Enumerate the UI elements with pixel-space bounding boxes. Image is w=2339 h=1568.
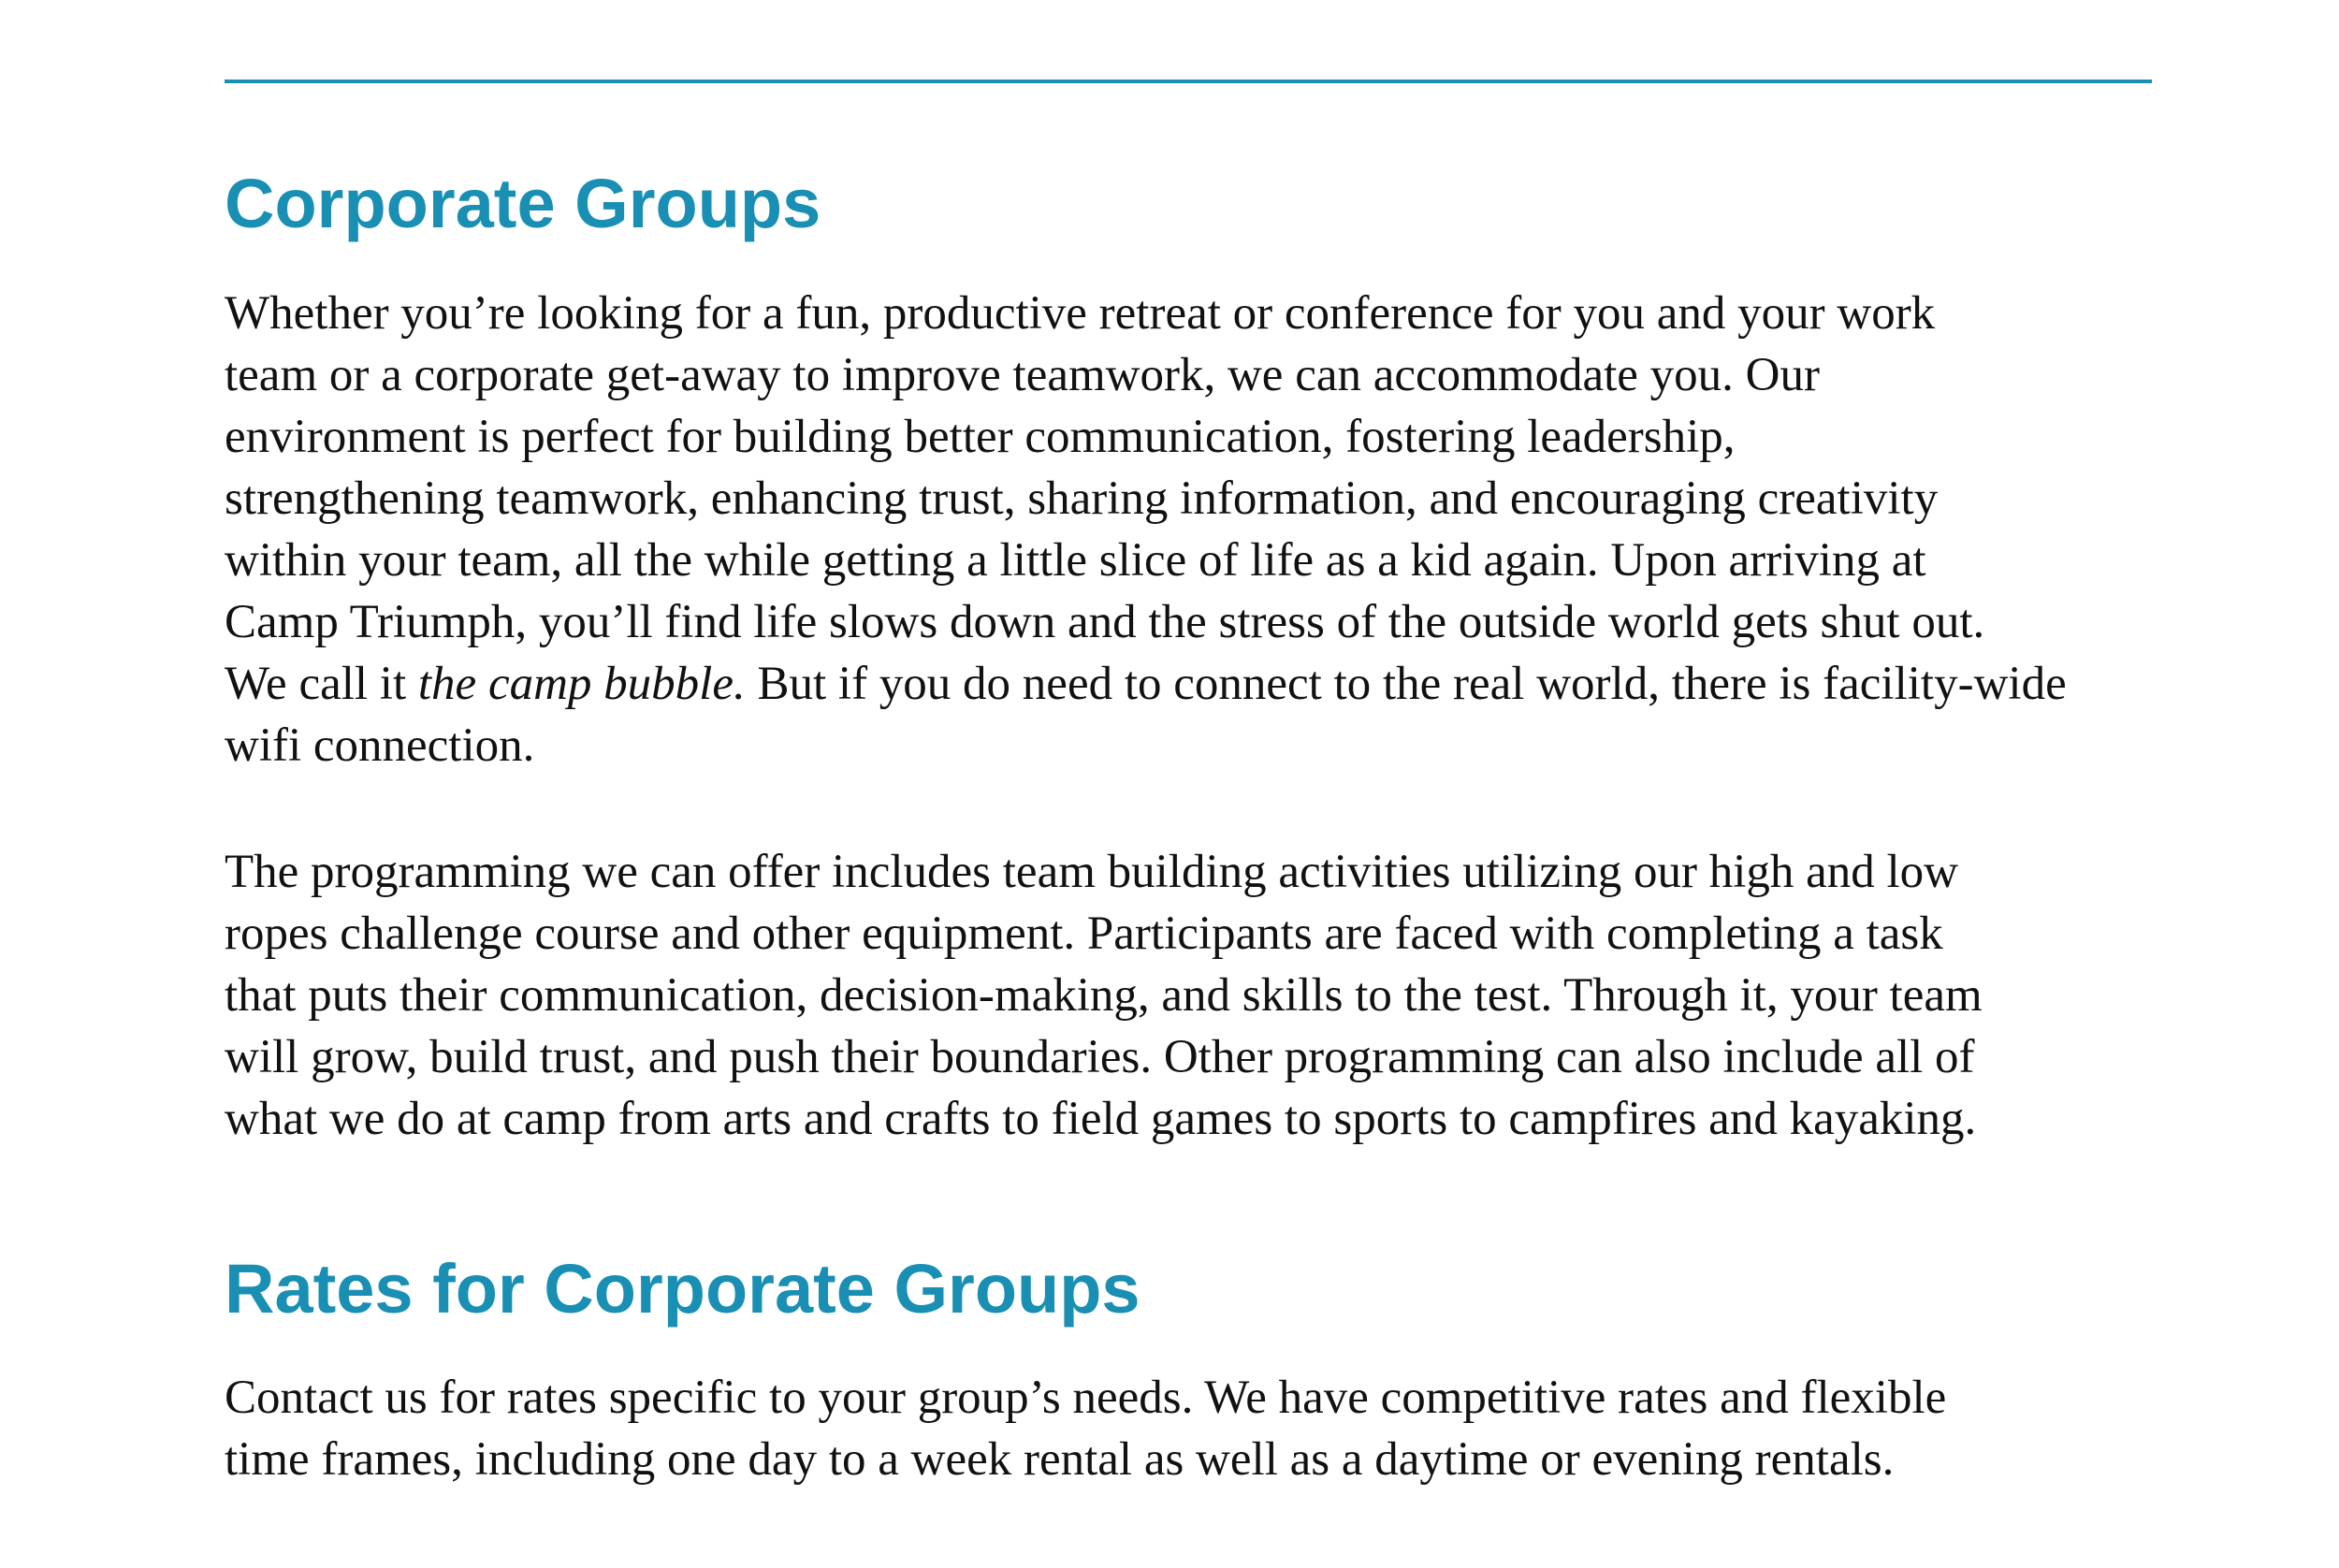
- text-line: Contact us for rates specific to your group’s needs. We have competitive rates and flexible: [225, 1372, 1947, 1424]
- text-line: Camp Triumph, you’ll find life slows down and the stress of the outside world gets shut out.: [225, 596, 1985, 648]
- paragraph-intro: [225, 283, 2171, 777]
- text-line: ropes challenge course and other equipment. Participants are faced with completing a task: [225, 907, 1943, 960]
- text-line: that puts their communication, decision-making, and skills to the test. Through it, your team: [225, 969, 1983, 1022]
- top-divider-rule: [225, 80, 2152, 83]
- italic-phrase-camp-bubble: the camp bubble.: [417, 658, 746, 710]
- text-line: strengthening teamwork, enhancing trust, sharing information, and encouraging creativity: [225, 472, 1939, 525]
- text-line: The programming we can offer includes team building activities utilizing our high and low: [225, 846, 1959, 898]
- heading-corporate-groups: Corporate Groups: [225, 165, 821, 242]
- heading-rates-corporate-groups: Rates for Corporate Groups: [225, 1250, 1140, 1328]
- text-line: wifi connection.: [225, 719, 535, 772]
- text-run: We call it: [225, 658, 418, 710]
- text-run: But if you do need to connect to the real world, there is facility-wide: [745, 658, 2067, 710]
- text-line: environment is perfect for building better communication, fostering leadership,: [225, 411, 1736, 463]
- text-line: team or a corporate get-away to improve teamwork, we can accommodate you. Our: [225, 349, 1820, 401]
- text-line: [225, 653, 2171, 715]
- text-line: Whether you’re looking for a fun, productive retreat or conference for you and your work: [225, 287, 1936, 340]
- text-line: will grow, build trust, and push their boundaries. Other programming can also include all of: [225, 1031, 1975, 1083]
- paragraph-rates: [225, 1367, 2171, 1490]
- text-line: what we do at camp from arts and crafts to field games to sports to campfires and kayaking.: [225, 1093, 1977, 1145]
- text-line: time frames, including one day to a week rental as well as a daytime or evening rentals.: [225, 1433, 1895, 1486]
- paragraph-programming: [225, 841, 2171, 1150]
- text-line: within your team, all the while getting a little slice of life as a kid again. Upon arriving at: [225, 534, 1926, 587]
